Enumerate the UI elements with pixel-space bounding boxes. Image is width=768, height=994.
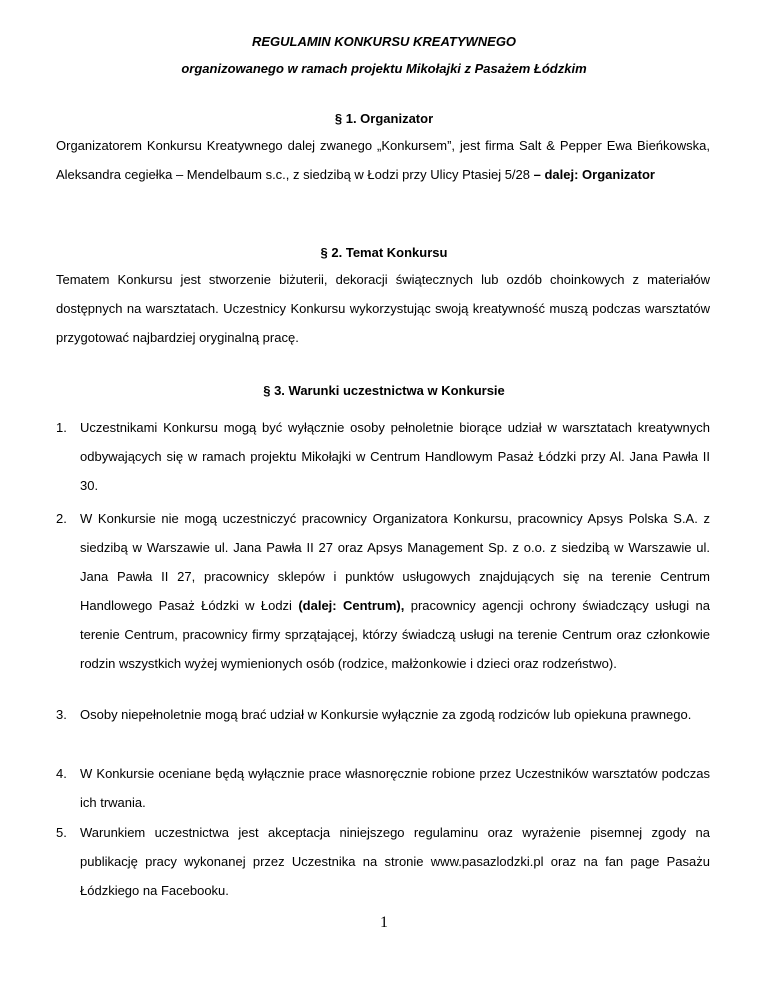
document-subtitle: organizowanego w ramach projektu Mikołajki z Pasażem Łódzkim	[181, 61, 587, 76]
list-item	[56, 818, 710, 905]
list-item-text-part: pracownicy agencji ochrony świadczący usługi na terenie Centrum, pracownicy firmy sprzątającej, którzy świadczą usługi na terenie Centrum oraz członkowie rodzin wszystkich wyżej wymienionych osób (rodzice, małżonkowie i dzieci oraz rodzeństwo).	[80, 598, 710, 671]
list-item	[56, 700, 710, 729]
list-item-text-part: W Konkursie nie mogą uczestniczyć pracownicy Organizatora Konkursu, pracownicy Apsys Polska S.A. z siedzibą w Warszawie ul. Jana Pawła II 27 oraz Apsys Management Sp. z o.o. z siedzibą w Warszawie ul. Jana Pawła II 27, pracownicy sklepów i punktów usługowych znajdujących się na terenie Centrum Handlowego Pasaż Łódzki w Łodzi	[80, 511, 710, 613]
list-item-text: Osoby niepełnoletnie mogą brać udział w Konkursie wyłącznie za zgodą rodziców lub opiekuna prawnego.	[80, 707, 692, 722]
list-item-number: 5.	[56, 825, 67, 840]
list-item-text: Uczestnikami Konkursu mogą być wyłącznie osoby pełnoletnie biorące udział w warsztatach kreatywnych odbywających się w ramach projektu Mikołajki w Centrum Handlowym Pasaż Łódzki przy Al. Jana Pawła II 30.	[80, 420, 710, 493]
list-item-number: 3.	[56, 707, 67, 722]
page-number: 1	[380, 914, 388, 931]
list-item-number: 2.	[56, 511, 67, 526]
section-2-heading: § 2. Temat Konkursu	[320, 245, 448, 260]
list-item	[56, 413, 710, 500]
list-item-text	[80, 504, 710, 678]
section-1-text	[56, 131, 710, 189]
document-title: REGULAMIN KONKURSU KREATYWNEGO	[251, 34, 517, 49]
list-item-number: 4.	[56, 766, 67, 781]
list-item-text-bold: (dalej: Centrum),	[298, 598, 405, 613]
list-item-text: W Konkursie oceniane będą wyłącznie prace własnoręcznie robione przez Uczestników warsztatów podczas ich trwania.	[80, 766, 710, 810]
section-1-text-main: Organizatorem Konkursu Kreatywnego dalej zwanego „Konkursem”, jest firma Salt & Pepper Ewa Bieńkowska, Aleksandra cegiełka – Mendelbaum s.c., z siedzibą w Łodzi przy Ulicy Ptasiej 5/28	[56, 138, 710, 182]
list-item	[56, 759, 710, 817]
section-2-text: Tematem Konkursu jest stworzenie biżuterii, dekoracji świątecznych lub ozdób choinkowych z materiałów dostępnych na warsztatach. Uczestnicy Konkursu wykorzystując swoją kreatywność muszą podczas warsztatów przygotować najbardziej oryginalną pracę.	[56, 272, 710, 345]
list-item-text: Warunkiem uczestnictwa jest akceptacja niniejszego regulaminu oraz wyrażenie pisemnej zgody na publikację pracy wykonanej przez Uczestnika na stronie www.pasazlodzki.pl oraz na fan page Pasażu Łódzkiego na Facebooku.	[80, 825, 710, 898]
list-item-number: 1.	[56, 420, 67, 435]
list-item	[56, 504, 710, 678]
section-1-text-organizer: – dalej: Organizator	[530, 167, 655, 182]
section-1-heading: § 1. Organizator	[334, 111, 434, 126]
section-3-heading: § 3. Warunki uczestnictwa w Konkursie	[263, 383, 505, 398]
